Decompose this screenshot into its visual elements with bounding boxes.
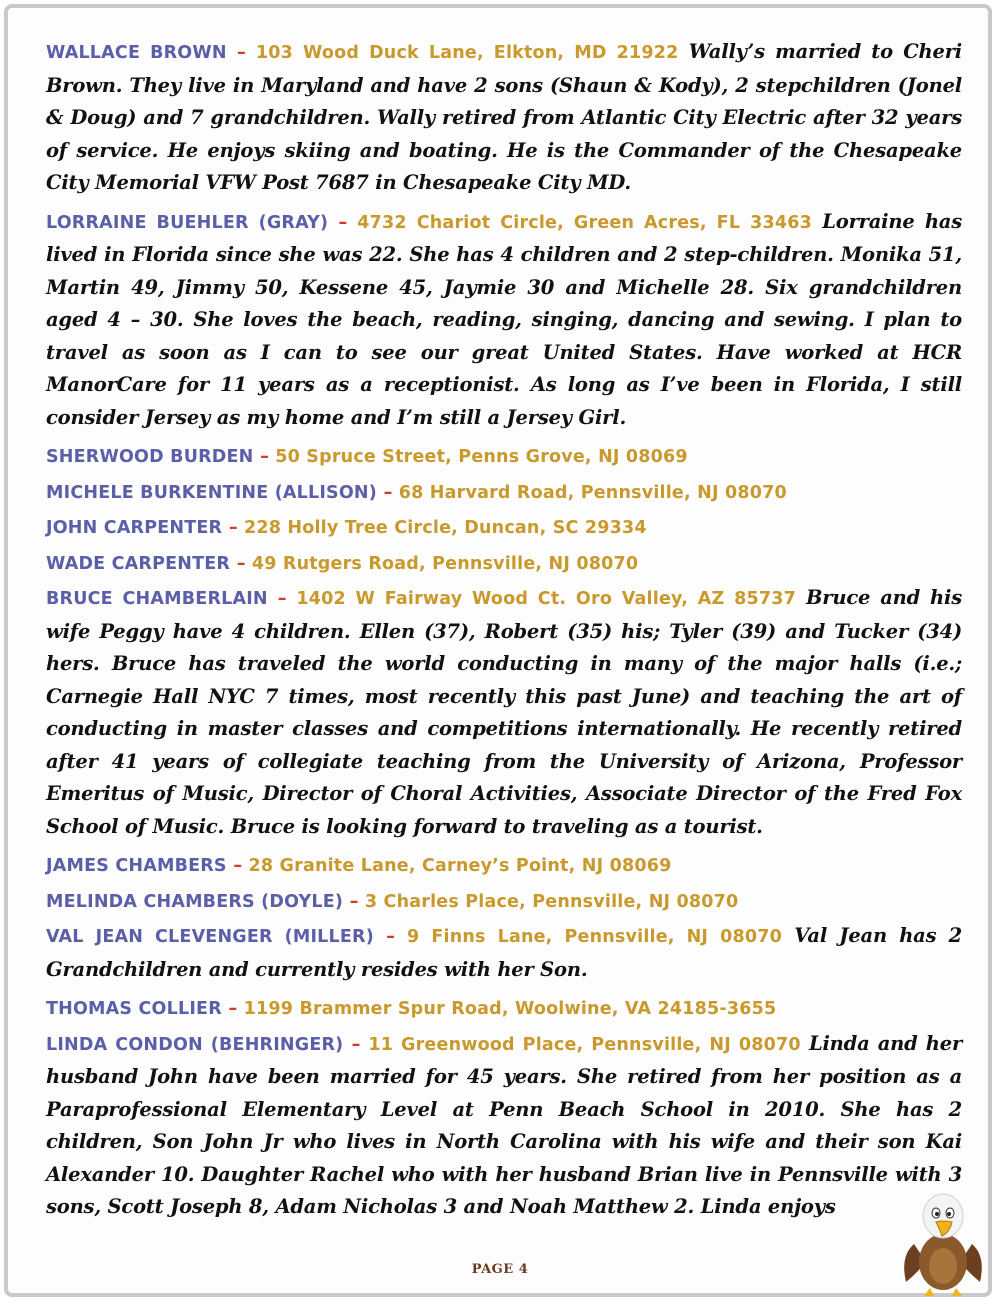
entry-dash: – [237, 43, 246, 63]
directory-entry [46, 36, 962, 200]
entry-address: 11 Greenwood Place, Pennsville, NJ 08070 [368, 1034, 801, 1055]
entry-bio: Val Jean has 2 Grandchildren and currently resides with her Son. [46, 924, 963, 981]
entry-address: 4732 Chariot Circle, Green Acres, FL 33463 [357, 212, 813, 233]
entry-name: LORRAINE BUEHLER (GRAY) [46, 212, 329, 233]
directory-entry [46, 476, 962, 510]
entry-dash: – [228, 999, 238, 1019]
entry-name: BRUCE CHAMBERLAIN [46, 589, 268, 609]
entry-address: 228 Holly Tree Circle, Duncan, SC 29334 [243, 518, 647, 538]
entry-name: JAMES CHAMBERS [46, 856, 227, 876]
entry-dash: – [260, 447, 269, 467]
entry-address: 1199 Brammer Spur Road, Woolwine, VA 24185-3655 [243, 999, 777, 1019]
entry-dash: – [383, 482, 393, 503]
directory-list [46, 36, 962, 1230]
entry-name: MICHELE BURKENTINE (ALLISON) [46, 482, 377, 503]
entry-name: WADE CARPENTER [46, 553, 231, 574]
entry-address: 1402 W Fairway Wood Ct. Oro Valley, AZ 85737 [296, 589, 797, 609]
entry-bio: Wally’s married to Cheri Brown. They live in Maryland and have 2 sons (Shaun & Kody), 2 stepchildren (Jonel & Doug) and 7 grandchildren. Wally retired from Atlantic City Electric after 32 years of service. He enjoys skiing and boating. He is the Commander of the Chesapeake City Memorial VFW Post 7687 in Chesapeake City MD. [46, 40, 962, 194]
entry-address: 9 Finns Lane, Pennsville, NJ 08070 [407, 927, 782, 947]
directory-entry [46, 511, 962, 545]
entry-name: SHERWOOD BURDEN [46, 447, 254, 467]
directory-entry [46, 547, 962, 581]
entry-dash: – [351, 1034, 361, 1055]
page-number: PAGE 4 [471, 1262, 529, 1277]
entry-address: 68 Harvard Road, Pennsville, NJ 08070 [398, 482, 787, 503]
entry-address: 103 Wood Duck Lane, Elkton, MD 21922 [255, 43, 679, 63]
directory-entry [46, 206, 962, 435]
entry-dash: – [228, 518, 238, 538]
entry-bio: Lorraine has lived in Florida since she was 22. She has 4 children and 2 step-children. Monika 51, Martin 49, Jimmy 50, Kessene 45, Jaymie 30 and Michelle 28. Six grandchildren aged 4 – 30. She loves the beach, reading, singing, dancing and sewing. I plan to travel as soon as I can to see our great United States. Have worked at HCR ManorCare for 11 years as a receptionist. As long as I’ve been in Florida, I still consider Jersey as my home and I’m still a Jersey Girl. [46, 209, 963, 429]
entry-dash: – [386, 927, 395, 947]
entry-bio: Bruce and his wife Peggy have 4 children. Ellen (37), Robert (35) his; Tyler (39) and Tucker (34) hers. Bruce has traveled the world conducting in many of the major halls (i.e.; Carnegie Hall NYC 7 times, most recently this past June) and teaching the art of conducting in master classes and competitions internationally. He recently retired after 41 years of collegiate teaching from the University of Arizona, Professor Emeritus of Music, Director of Choral Activities, Associate Director of the Fred Fox School of Music. Bruce is looking forward to traveling as a tourist. [46, 586, 963, 838]
entry-dash: – [233, 856, 242, 876]
entry-address: 28 Granite Lane, Carney’s Point, NJ 08069 [248, 856, 672, 876]
eagle-mascot-icon [900, 1186, 986, 1298]
directory-entry [46, 440, 962, 474]
directory-entry [46, 992, 962, 1026]
entry-name: VAL JEAN CLEVENGER (MILLER) [46, 927, 374, 947]
directory-entry [46, 582, 962, 843]
entry-dash: – [236, 553, 246, 574]
directory-entry [46, 885, 962, 919]
entry-name: THOMAS COLLIER [46, 999, 222, 1019]
entry-name: LINDA CONDON (BEHRINGER) [46, 1034, 344, 1055]
entry-dash: – [277, 589, 287, 609]
entry-name: WALLACE BROWN [46, 43, 227, 63]
directory-entry [46, 849, 962, 883]
entry-dash: – [338, 212, 348, 233]
entry-name: JOHN CARPENTER [46, 518, 223, 538]
directory-entry [46, 1028, 962, 1224]
directory-entry [46, 920, 962, 986]
entry-address: 49 Rutgers Road, Pennsville, NJ 08070 [251, 553, 639, 574]
entry-address: 3 Charles Place, Pennsville, NJ 08070 [364, 891, 739, 912]
entry-name: MELINDA CHAMBERS (DOYLE) [46, 891, 344, 912]
entry-bio: Linda and her husband John have been married for 45 years. She retired from her position as a Paraprofessional Elementary Level at Penn Beach School in 2010. She has 2 children, Son John Jr who lives in North Carolina with his wife and their son Kai Alexander 10. Daughter Rachel who with her husband Brian live in Pennsville with 3 sons, Scott Joseph 8, Adam Nicholas 3 and Noah Matthew 2. Linda enjoys [46, 1031, 963, 1218]
entry-dash: – [349, 891, 359, 912]
entry-address: 50 Spruce Street, Penns Grove, NJ 08069 [275, 447, 688, 467]
